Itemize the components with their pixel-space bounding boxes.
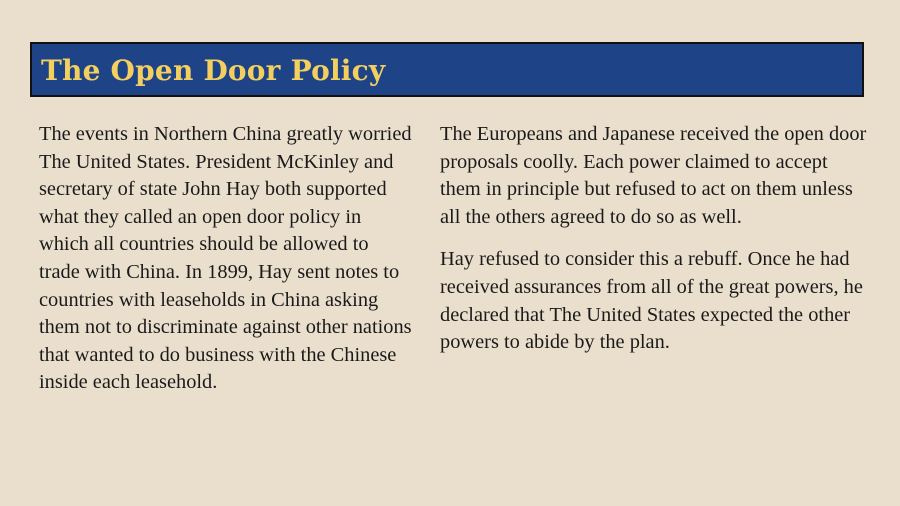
right-column xyxy=(440,121,870,357)
right-paragraph-2: Hay refused to consider this a rebuff. Once he had received assurances from all of the great powers, he declared that The United States expected the other powers to abide by the plan. xyxy=(440,248,863,354)
left-paragraph-1: The events in Northern China greatly worried The United States. President McKinley and secretary of state John Hay both supported what they called an open door policy in which all countries should be allowed to trade with China. In 1899, Hay sent notes to countries with leaseholds in China asking them not to discriminate against other nations that wanted to do business with the Chinese inside each leasehold. xyxy=(39,123,412,394)
title-banner xyxy=(30,42,864,97)
right-paragraph-1: The Europeans and Japanese received the open door proposals coolly. Each power claimed to accept them in principle but refused to act on them unless all the others agreed to do so as well. xyxy=(440,123,867,228)
slide-title: The Open Door Policy xyxy=(41,54,386,87)
left-column xyxy=(39,121,414,397)
